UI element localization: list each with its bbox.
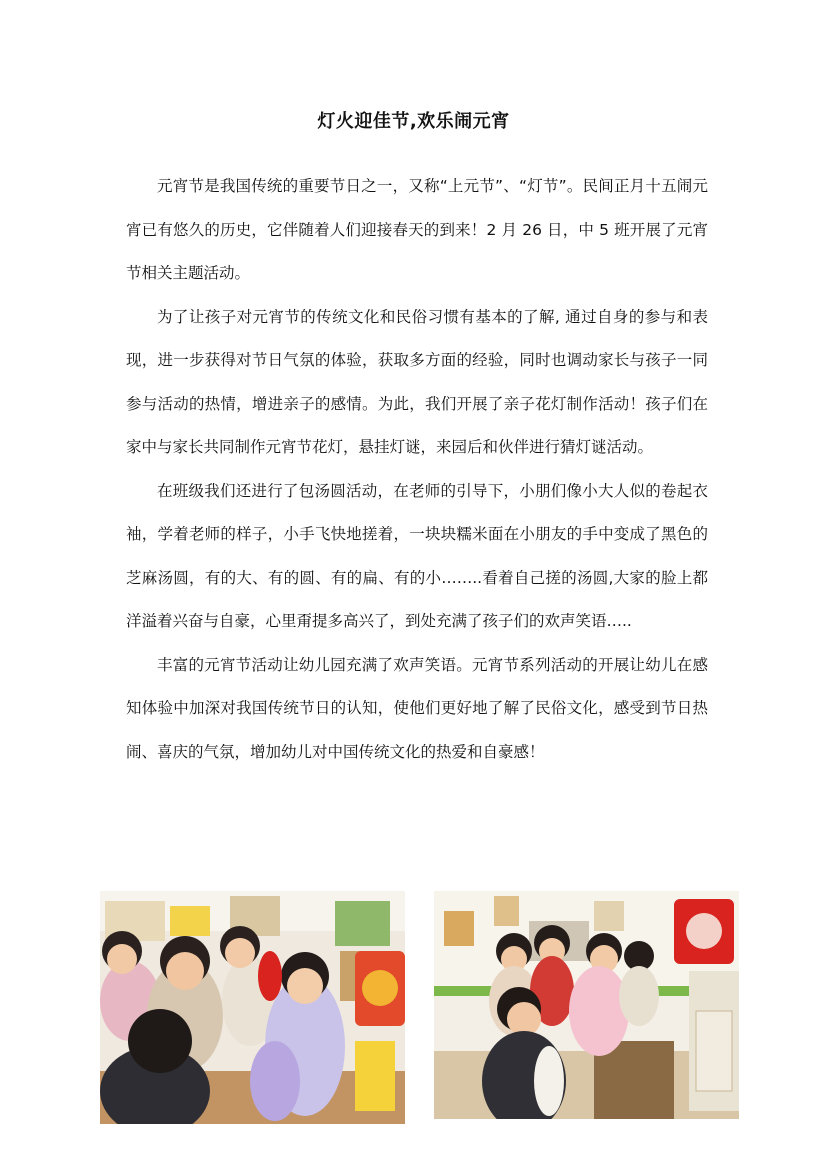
photo-children-with-lanterns [100, 891, 405, 1124]
paragraph-2: 为了让孩子对元宵节的传统文化和民俗习惯有基本的了解, 通过自身的参与和表现，进一步获得对节日气氛的体验，获取多方面的经验，同时也调动家长与孩子一同参与活动的热情，增进亲子的感情。为此，我们开展了亲子花灯制作活动！孩子们在家中与家长共同制作元宵节花灯，悬挂灯谜，来园后和伙伴进行猜灯谜活动。 [126, 307, 708, 456]
photo-children-guessing-riddles [434, 891, 739, 1119]
page-title: 灯火迎佳节,欢乐闹元宵 [317, 111, 510, 132]
paragraph-1: 元宵节是我国传统的重要节日之一，又称“上元节”、“灯节”。民间正月十五闹元宵已有悠久的历史，它伴随着人们迎接春天的到来！2 月 26 日，中 5 班开展了元宵节相关主题活动。 [126, 177, 708, 282]
paragraph-3: 在班级我们还进行了包汤圆活动，在老师的引导下，小朋们像小大人似的卷起衣袖，学着老师的样子，小手飞快地搓着，一块块糯米面在小朋友的手中变成了黑色的芝麻汤圆，有的大、有的圆、有的扁、有的小……..看着自己搓的汤圆,大家的脸上都洋溢着兴奋与自豪，心里甭提多高兴了，到处充满了孩子们的欢声笑语….. [126, 481, 708, 630]
article-body [126, 165, 708, 774]
paragraph-4: 丰富的元宵节活动让幼儿园充满了欢声笑语。元宵节系列活动的开展让幼儿在感知体验中加深对我国传统节日的认知，使他们更好地了解了民俗文化，感受到节日热闹、喜庆的气氛，增加幼儿对中国传统文化的热爱和自豪感！ [126, 655, 708, 761]
